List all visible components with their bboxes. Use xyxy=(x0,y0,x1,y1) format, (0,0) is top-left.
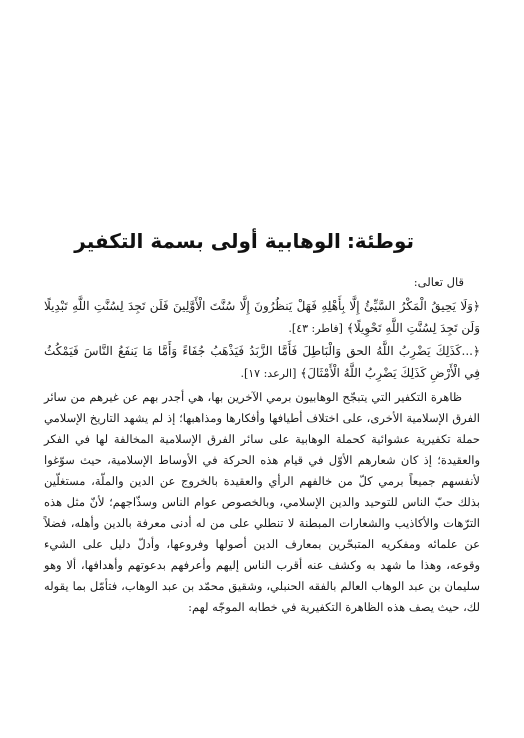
body-paragraph: ظاهرة التكفير التي يتبجّح الوهابيون برمي الآخرين بها، هي أجدر بهم عن غيرهم من سائر الفرق الإسلامية الأخرى، على اختلاف أطيافها وأفكارها ومذاهبها؛ إذ لم يشهد التاريخ الإسلامي حملة تكفيرية عشوائية كحملة الوهابية على سائر الفرق الإسلامية المخالفة لها في الفكر والعقيدة؛ إذ كان شعارهم الأوّل في قيام هذه الحركة في الأوساط الإسلامية، حيث سوّغوا لأنفسهم جميعاً برمي كلّ من خالفهم الرأي والعقيدة بالخروج عن الدين والملّة، مستغلّين بذلك حبّ الناس للتوحيد والدين الإسلامي، وبالخصوص عوام الناس وسذّاجهم؛ لأنّ مثل هذه الترّهات والأكاذيب والشعارات المبطنة لا تنطلي على من له أدنى معرفة بالدين وأهله، فضلاً عن علمائه ومفكريه المتبحّرين بمعارف الدين أصولها وفروعها، وأدلّ دليل على الشيء وقوعه، وهذا ما شهد به وكشف عنه أقرب الناس إليهم وأعرفهم بدعوتهم وأهدافها، ألا وهو سليمان بن عبد الوهاب العالم بالفقه الحنبلي، وشقيق محمّد بن عبد الوهاب، فتأمّل بما يقوله لك، حيث يصف هذه الظاهرة التكفيرية في خطابه الموجّه لهم: xyxy=(44,390,480,614)
quran-verse-1 xyxy=(44,295,480,340)
verse-reference: [فاطر: ٤٣]. xyxy=(288,322,343,335)
verse-text: ﴿وَلَا يَحِيقُ الْمَكْرُ السَّيِّئُ إِلَّا بِأَهْلِهِ فَهَلْ يَنظُرُونَ إِلَّا سُنَّتَ الْأَوَّلِينَ فَلَن تَجِدَ لِسُنَّتِ اللَّهِ تَبْدِيلًا وَلَن تَجِدَ لِسُنَّتِ اللَّهِ تَحْوِيلًا﴾ xyxy=(44,299,480,335)
verse-text: ﴿...كَذَلِكَ يَضْرِبُ اللَّهُ الحق وَالْبَاطِلَ فَأَمَّا الزَّبَدُ فَيَذْهَبُ جُفَاءً وَأَمَّا مَا يَنفَعُ النَّاسَ فَيَمْكُثُ فِي الْأَرْضِ كَذَلِكَ يَضْرِبُ اللَّهُ الْأَمْثَالَ﴾ xyxy=(44,344,480,380)
intro-line: قال تعالى: xyxy=(413,275,464,289)
body-text xyxy=(44,272,480,618)
verse-reference: [الرعد: ١٧]. xyxy=(240,367,297,380)
heading-title: الوهابية أولى بسمة التكفير xyxy=(74,229,341,253)
heading-prefix: توطئة: xyxy=(346,229,414,253)
quran-verse-2 xyxy=(44,340,480,385)
section-heading xyxy=(40,228,414,254)
